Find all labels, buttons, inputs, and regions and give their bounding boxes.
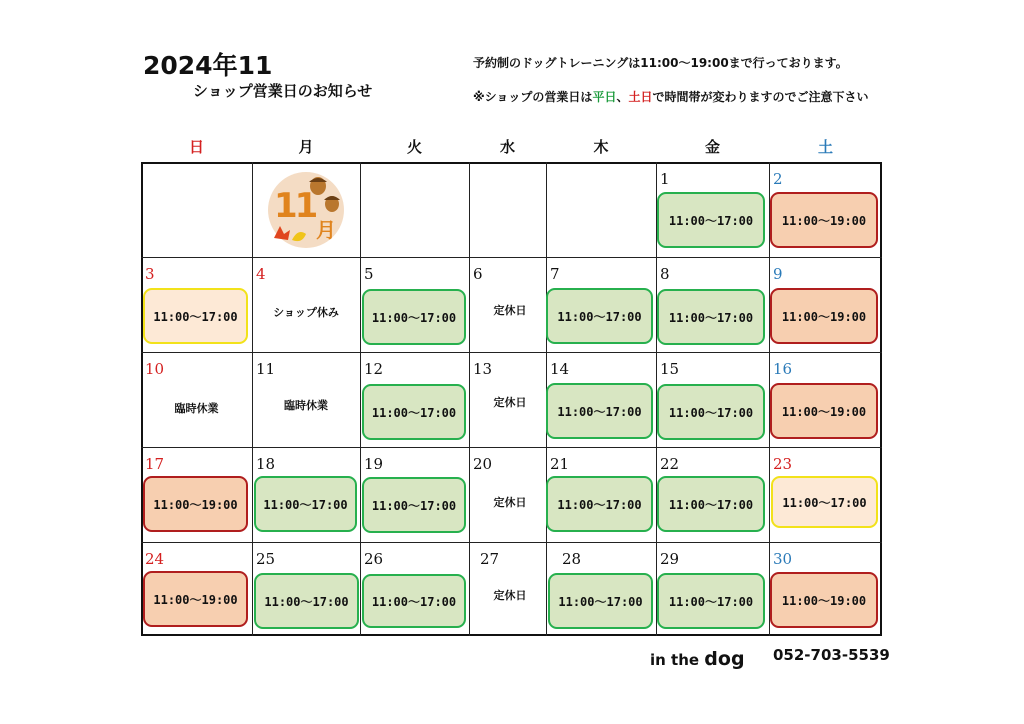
page-subtitle: ショップ営業日のお知らせ xyxy=(193,82,373,100)
day-number: 26 xyxy=(364,550,384,568)
day-number: 29 xyxy=(660,550,680,568)
hours-box: 11:00〜17:00 xyxy=(548,573,653,629)
weekday-thu: 木 xyxy=(593,138,609,156)
november-badge xyxy=(266,170,346,250)
hours-box: 11:00〜17:00 xyxy=(362,289,466,345)
day-number: 4 xyxy=(256,265,266,283)
day-number: 7 xyxy=(550,265,560,283)
regular-closed-label: 定休日 xyxy=(493,304,527,317)
hours-box: 11:00〜17:00 xyxy=(143,288,248,344)
day-number: 2 xyxy=(773,170,783,188)
hours-box: 11:00〜17:00 xyxy=(657,384,765,440)
day-number: 19 xyxy=(364,455,384,473)
hours-box: 11:00〜17:00 xyxy=(657,573,765,629)
day-number: 27 xyxy=(480,550,500,568)
hours-box: 11:00〜17:00 xyxy=(546,383,653,439)
day-number: 17 xyxy=(145,455,165,473)
day-number: 16 xyxy=(773,360,793,378)
phone-number: 052-703-5539 xyxy=(773,646,890,664)
day-number: 20 xyxy=(473,455,493,473)
weekday-wed: 水 xyxy=(499,138,515,156)
day-number: 25 xyxy=(256,550,276,568)
shop-closed-label: ショップ休み xyxy=(273,306,339,319)
day-number: 3 xyxy=(145,265,155,283)
day-number: 14 xyxy=(550,360,570,378)
temp-closed-label: 臨時休業 xyxy=(284,399,328,412)
regular-closed-label: 定休日 xyxy=(493,496,527,509)
day-number: 24 xyxy=(145,550,165,568)
weekday-fri: 金 xyxy=(704,138,720,156)
day-number: 10 xyxy=(145,360,165,378)
hours-box: 11:00〜19:00 xyxy=(770,288,878,344)
hours-box: 11:00〜17:00 xyxy=(362,384,466,440)
weekday-mon: 月 xyxy=(298,138,314,156)
day-number: 5 xyxy=(364,265,374,283)
hours-box: 11:00〜17:00 xyxy=(657,192,765,248)
hours-box: 11:00〜17:00 xyxy=(254,476,357,532)
regular-closed-label: 定休日 xyxy=(493,589,527,602)
temp-closed-label: 臨時休業 xyxy=(174,402,219,415)
day-number: 23 xyxy=(773,455,793,473)
hours-box: 11:00〜17:00 xyxy=(546,288,653,344)
day-number: 21 xyxy=(550,455,570,473)
brand-logo: in the dog xyxy=(650,648,745,670)
day-number: 18 xyxy=(256,455,276,473)
day-number: 8 xyxy=(660,265,670,283)
day-number: 11 xyxy=(256,360,276,378)
page-title: 2024年11 xyxy=(143,51,273,80)
hours-box: 11:00〜19:00 xyxy=(770,192,878,248)
hours-box: 11:00〜17:00 xyxy=(546,476,653,532)
weekday-sat: 土 xyxy=(817,138,833,156)
hours-box: 11:00〜17:00 xyxy=(362,574,466,628)
day-number: 13 xyxy=(473,360,493,378)
hours-box: 11:00〜19:00 xyxy=(143,571,248,627)
badge-month: 月 xyxy=(316,218,336,242)
grid-line xyxy=(141,352,882,353)
hours-note: ※ショップの営業日は平日、土日で時間帯が変わりますのでご注意下さい xyxy=(473,90,869,104)
day-number: 15 xyxy=(660,360,680,378)
day-number: 22 xyxy=(660,455,680,473)
grid-line xyxy=(141,257,882,258)
weekday-sun: 日 xyxy=(188,138,204,156)
day-number: 12 xyxy=(364,360,384,378)
regular-closed-label: 定休日 xyxy=(493,396,527,409)
day-number: 1 xyxy=(660,170,670,188)
day-number: 30 xyxy=(773,550,793,568)
day-number: 28 xyxy=(562,550,582,568)
hours-box: 11:00〜17:00 xyxy=(362,477,466,533)
grid-line xyxy=(141,542,882,543)
badge-number: 11 xyxy=(274,186,316,226)
hours-box: 11:00〜17:00 xyxy=(771,476,878,528)
day-number: 6 xyxy=(473,265,483,283)
hours-box: 11:00〜19:00 xyxy=(770,572,878,628)
day-number: 9 xyxy=(773,265,783,283)
hours-box: 11:00〜17:00 xyxy=(254,573,359,629)
grid-line xyxy=(141,447,882,448)
training-note: 予約制のドッグトレーニングは11:00〜19:00まで行っております。 xyxy=(473,56,848,70)
grid-line xyxy=(360,162,361,636)
hours-box: 11:00〜17:00 xyxy=(657,289,765,345)
weekday-tue: 火 xyxy=(406,138,422,156)
hours-box: 11:00〜19:00 xyxy=(143,476,248,532)
hours-box: 11:00〜19:00 xyxy=(770,383,878,439)
hours-box: 11:00〜17:00 xyxy=(657,476,765,532)
